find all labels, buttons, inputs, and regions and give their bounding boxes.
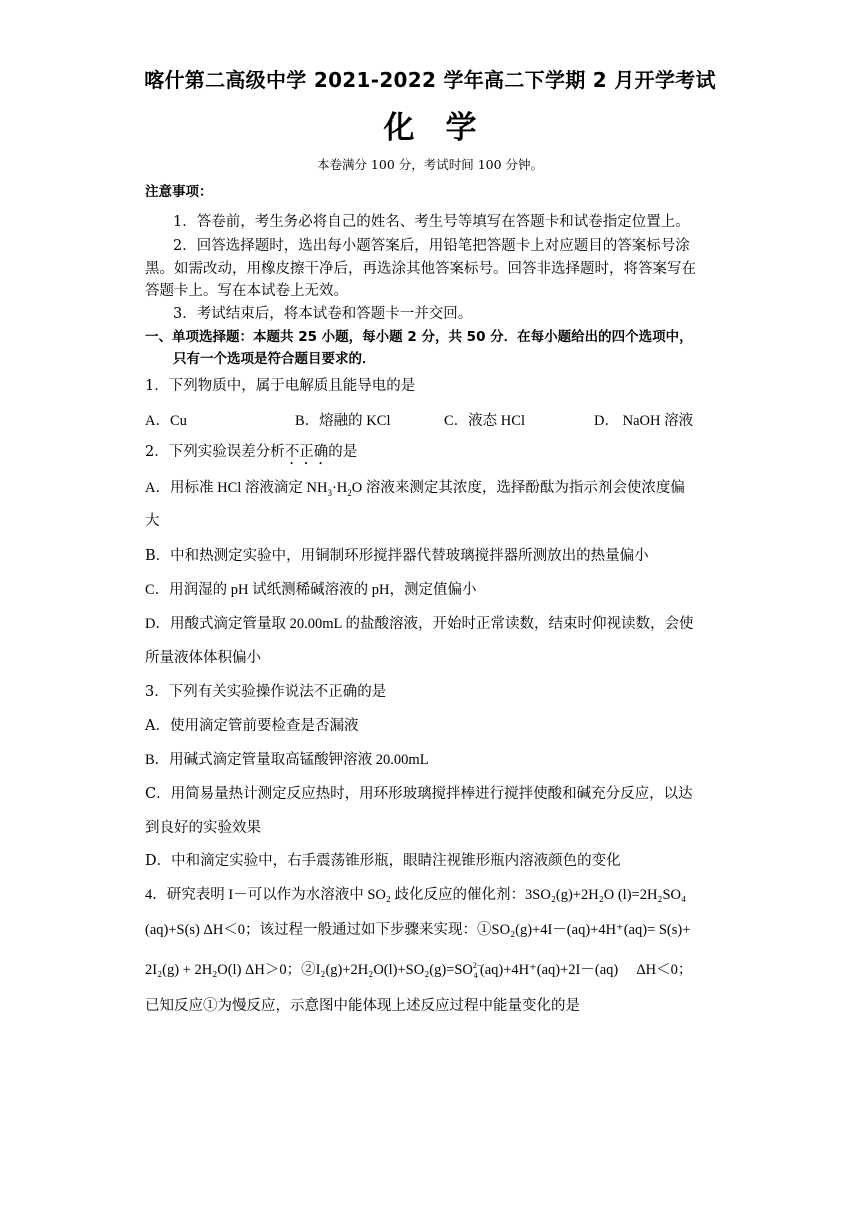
notes-heading: 注意事项：: [145, 184, 213, 200]
question-2-option-a-mid: ·H: [331, 480, 348, 496]
question-2-option-c: C．用润湿的 pH 试纸测稀碱溶液的 pH，测定值偏小: [145, 582, 477, 598]
question-2-option-a-text: A．用标准 HCl 溶液滴定 NH: [145, 480, 328, 496]
question-1-stem: 1．下列物质中，属于电解质且能导电的是: [145, 378, 416, 394]
question-1-option-c: C．液态 HCl: [444, 413, 525, 429]
notes-item-1: 1．答卷前，考生务必将自己的姓名、考生号等填写在答题卡和试卷指定位置上。: [173, 214, 690, 230]
question-2-option-b: B．中和热测定实验中，用铜制环形搅拌器代替玻璃搅拌器所测放出的热量偏小: [145, 548, 649, 564]
section-1-heading-line-2: 只有一个选项是符合题目要求的．: [173, 351, 376, 367]
question-2-option-d-line-1: D．用酸式滴定管量取 20.00mL 的盐酸溶液，开始时正常读数，结束时仰视读数，会使: [145, 616, 694, 632]
subject-title: 化 学: [383, 110, 477, 146]
question-3-option-d: D．中和滴定实验中，右手震荡锥形瓶，眼睛注视锥形瓶内溶液颜色的变化: [145, 853, 621, 869]
sulfate-ion-superscript: 2−: [472, 960, 482, 970]
question-2-stem-suffix: 的是: [328, 444, 358, 460]
question-4-line-3: [145, 960, 717, 980]
notes-item-2-line-3: 答题卡上。写在本试卷上无效。: [145, 283, 348, 299]
question-4-line-1: 4．研究表明 I－可以作为水溶液中 SO₂ 歧化反应的催化剂：3SO₂(g)+2H₂O (l)=2H₂SO₄: [145, 887, 687, 903]
question-1-option-d: D． NaOH 溶液: [594, 413, 694, 429]
question-2-option-a-line-1: [145, 478, 717, 498]
exam-meta: 本卷满分 100 分，考试时间 100 分钟。: [316, 157, 544, 172]
notes-item-2-line-2: 黑。如需改动，用橡皮擦干净后，再选涂其他答案标号。回答非选择题时，将答案写在: [145, 261, 696, 277]
question-1-option-b: B．熔融的 KCl: [295, 413, 391, 429]
question-4-line-3-text: 2I₂(g) + 2H₂O(l) ΔH＞0；②I₂(g)+2H₂O(l)+SO₂(g)=SO: [145, 962, 473, 978]
notes-item-3: 3．考试结束后，将本试卷和答题卡一并交回。: [173, 306, 473, 322]
question-2-option-a-line-2: 大: [145, 513, 160, 529]
question-3-stem: 3．下列有关实验操作说法不正确的是: [145, 684, 387, 700]
question-4-line-4: 已知反应①为慢反应，示意图中能体现上述反应过程中能量变化的是: [145, 998, 580, 1014]
question-3-option-c-line-2: 到良好的实验效果: [145, 820, 261, 836]
question-2-stem-emphasis: 不正确: [284, 444, 329, 460]
question-2-option-d-line-2: 所量液体体积偏小: [145, 650, 261, 666]
question-2-stem: [145, 442, 717, 468]
sulfate-ion-subscript: 4: [473, 970, 478, 980]
question-2-option-a-subscript-1: 3: [327, 487, 332, 498]
question-2-option-a-subscript-2: 2: [347, 487, 352, 498]
notes-item-2-line-1: 2．回答选择题时，选出每小题答案后，用铅笔把答题卡上对应题目的答案标号涂: [173, 238, 690, 254]
exam-title: 喀什第二高级中学 2021-2022 学年高二下学期 2 月开学考试: [144, 68, 716, 92]
question-3-option-b: B．用碱式滴定管量取高锰酸钾溶液 20.00mL: [145, 752, 429, 768]
question-3-option-c-line-1: C．用简易量热计测定反应热时，用环形玻璃搅拌棒进行搅拌使酸和碱充分反应，以达: [145, 786, 693, 802]
question-2-stem-text: 2．下列实验误差分析: [145, 444, 285, 460]
question-4-line-3-rest: (aq)+4H⁺(aq)+2I－(aq) ΔH＜0；: [479, 962, 693, 978]
section-1-heading-line-1: 一、单项选择题：本题共 25 小题，每小题 2 分，共 50 分．在每小题给出的四个选项中，: [145, 329, 693, 345]
question-1-option-a: A．Cu: [145, 413, 187, 429]
question-2-option-a-rest: O 溶液来测定其浓度，选择酚酞为指示剂会使浓度偏: [351, 480, 685, 496]
sulfate-ion-charge: [472, 960, 482, 980]
question-4-line-2: (aq)+S(s) ΔH＜0；该过程一般通过如下步骤来实现：①SO₂(g)+4I－(aq)+4H⁺(aq)= S(s)+: [145, 922, 691, 938]
question-3-option-a: A．使用滴定管前要检查是否漏液: [145, 718, 359, 734]
